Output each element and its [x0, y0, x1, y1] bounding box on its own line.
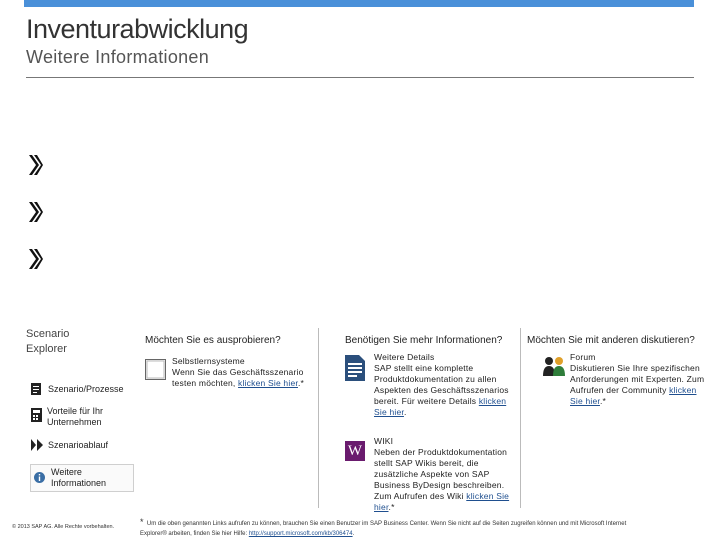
sidebar-item-vorteile[interactable] [47, 406, 103, 428]
sidebar-item-label [47, 406, 103, 428]
details-link[interactable]: Sie hier [374, 407, 404, 417]
sidebar-item-weitere-informationen[interactable] [30, 464, 134, 492]
tile-title: Weitere Details [374, 352, 435, 362]
tile-text-fragment: Zum Aufrufen des Wiki [374, 491, 467, 501]
tile-text [374, 396, 519, 407]
wiki-link[interactable]: hier [374, 502, 389, 512]
column-divider [318, 328, 319, 508]
details-link[interactable]: klicken [478, 396, 507, 406]
try-link[interactable]: klicken Sie hier [238, 378, 298, 388]
wiki-icon [345, 441, 365, 461]
sidebar-item-label: Szenario/Prozesse [48, 383, 124, 394]
column-divider [520, 328, 521, 508]
tile-text [374, 491, 519, 502]
tile-text-fragment: bereit. Für weitere Details [374, 396, 479, 406]
calculator-icon [31, 408, 42, 427]
tile-text-fragment: .* [388, 502, 395, 512]
tile-text: Neben der Produktdokumentation [374, 447, 508, 457]
tile-text: Wenn Sie das Geschäftsszenario [172, 367, 304, 377]
copyright: © 2013 SAP AG. Alle Rechte vorbehalten. [12, 524, 115, 530]
forum-link[interactable]: klicken [669, 385, 697, 395]
tile-text: Produktdokumentation zu allen [374, 374, 497, 384]
info-icon [34, 472, 45, 484]
tile-text [172, 378, 322, 389]
scenario-explorer-title [26, 327, 69, 357]
tile-text [374, 502, 519, 513]
footnote-text: Explorer® arbeiten, finden Sie hier Hilfe: [140, 531, 249, 537]
footnote-text: Um die oben genannten Links aufrufen zu können, brauchen Sie einen Benutzer im SAP Business Center. Wenn Sie nicht auf die Seiten zugreifen können und mit Microsoft Internet [146, 521, 627, 527]
sidebar-item-label-line: Unternehmen [47, 417, 102, 427]
tile-text: Business ByDesign beschreiben. [374, 480, 505, 490]
tile-text [570, 385, 710, 396]
support-link[interactable]: http://support.microsoft.com/kb/306474 [248, 531, 353, 537]
tile-forum [543, 352, 710, 407]
double-arrow-icon [31, 439, 42, 451]
sidebar-title-line: Explorer [26, 343, 67, 355]
top-accent-bar [24, 0, 694, 7]
tile-title: WIKI [374, 436, 394, 446]
tile-text-fragment: testen möchten, [172, 378, 239, 388]
sidebar-item-label: Weitere Informationen [51, 467, 107, 488]
document-list-icon [345, 355, 365, 381]
double-chevron-icon [29, 249, 43, 269]
heading-try: Möchten Sie es ausprobieren? [145, 335, 281, 346]
header-divider [26, 77, 694, 78]
tile-text: zusätzliche Aspekte von SAP [374, 469, 490, 479]
document-icon [31, 383, 42, 395]
tile-text-fragment: .* [297, 378, 305, 388]
footnote-line [140, 529, 715, 539]
tile-text-fragment: . [403, 407, 407, 417]
footnote [140, 517, 715, 539]
footnote-line [140, 517, 715, 529]
tile-weitere-details [345, 352, 519, 418]
double-chevron-icon [29, 155, 43, 175]
tile-selbstlernsysteme [145, 356, 322, 389]
heading-discuss: Möchten Sie mit anderen diskutieren? [527, 335, 695, 346]
tile-title: Forum [570, 352, 596, 362]
sidebar-item-label: Szenarioablauf [48, 439, 109, 450]
people-icon [543, 356, 565, 376]
tile-text [570, 396, 710, 407]
tile-wiki [345, 436, 519, 513]
sidebar-title-line: Scenario [26, 328, 70, 340]
nav-arrows [29, 155, 43, 296]
tile-text [374, 407, 519, 418]
wiki-icon-letter: W [347, 443, 363, 459]
tile-text: Anforderungen mit Experten. Zum [570, 374, 705, 384]
system-window-icon [145, 359, 166, 380]
page-subtitle: Weitere Informationen [26, 47, 210, 67]
tile-text: stellt SAP Wikis bereit, die [374, 458, 479, 468]
tile-title: Selbstlernsysteme [172, 356, 245, 366]
page-title: Inventurabwicklung [26, 14, 249, 44]
sidebar-item-label-line: Vorteile für Ihr [47, 406, 104, 416]
tile-text-fragment: Aufrufen der Community [570, 385, 670, 395]
wiki-link[interactable]: klicken Sie [466, 491, 510, 501]
sidebar-item-szenarioablauf[interactable] [31, 439, 108, 451]
footnote-text: . [352, 531, 355, 537]
tile-text-fragment: .* [599, 396, 607, 406]
heading-more-info: Benötigen Sie mehr Informationen? [345, 335, 503, 346]
tile-text: Aspekten des Geschäftsszenarios [374, 385, 509, 395]
footnote-star: * [140, 517, 144, 527]
sidebar-item-szenario-prozesse[interactable] [31, 383, 124, 395]
double-chevron-icon [29, 202, 43, 222]
tile-text: SAP stellt eine komplette [374, 363, 474, 373]
forum-link[interactable]: Sie hier [570, 396, 600, 406]
tile-text: Diskutieren Sie Ihre spezifischen [570, 363, 700, 373]
